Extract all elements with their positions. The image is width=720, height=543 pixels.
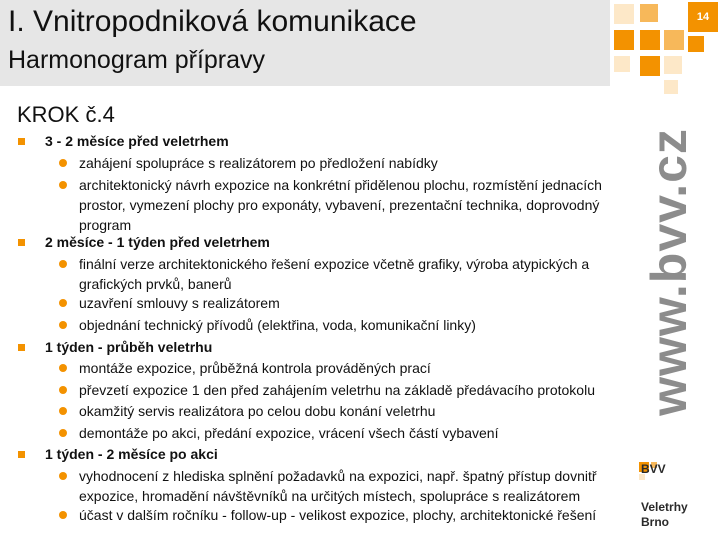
square-bullet-icon: [18, 451, 25, 458]
logo-line-brno: Brno: [641, 515, 669, 529]
list-item: finální verze architektonického řešení expozice včetně grafiky, výroba atypických a grafických prvků, banerů: [79, 254, 639, 294]
header-band: [0, 0, 610, 86]
decor-square: [640, 30, 660, 50]
decor-square: [614, 56, 630, 72]
dot-bullet-icon: [59, 364, 67, 372]
list-item: objednání technický přívodů (elektřina, voda, komunikační linky): [79, 315, 639, 335]
decor-square: [614, 4, 634, 24]
list-item: zahájení spolupráce s realizátorem po předložení nabídky: [79, 153, 639, 173]
list-item: demontáže po akci, předání expozice, vrácení všech částí vybavení: [79, 423, 639, 443]
dot-bullet-icon: [59, 386, 67, 394]
dot-bullet-icon: [59, 159, 67, 167]
section-heading: 1 týden - průběh veletrhu: [45, 337, 212, 357]
square-bullet-icon: [18, 138, 25, 145]
decor-square: [664, 56, 682, 74]
decor-square: [688, 36, 704, 52]
list-item: vyhodnocení z hlediska splnění požadavků na expozici, např. špatný přístup dovnitř expozice, hromadění návštěvníků na určitých místech, spolupráce s realizátorem: [79, 466, 639, 506]
decor-square: [614, 30, 634, 50]
website-watermark: www.bvv.cz: [641, 128, 697, 416]
decor-square: [640, 56, 660, 76]
logo-line-bvv: BVV: [641, 462, 666, 476]
bvv-logo: [637, 458, 717, 538]
section-heading: 2 měsíce - 1 týden před veletrhem: [45, 232, 270, 252]
dot-bullet-icon: [59, 511, 67, 519]
section-heading: 3 - 2 měsíce před veletrhem: [45, 131, 229, 151]
dot-bullet-icon: [59, 472, 67, 480]
dot-bullet-icon: [59, 181, 67, 189]
step-title: KROK č.4: [17, 102, 115, 127]
list-item: účast v dalším ročníku - follow-up - velikost expozice, plochy, architektonické řešení: [79, 505, 639, 525]
decor-square: [664, 30, 684, 50]
list-item: architektonický návrh expozice na konkrétní přidělenou plochu, rozmístění jednacích prostor, vymezení plochy pro exponáty, vybavení, prezentační technika, doprovodný program: [79, 175, 639, 235]
page-subtitle: Harmonogram přípravy: [8, 46, 266, 74]
dot-bullet-icon: [59, 429, 67, 437]
page-title: I. Vnitropodniková komunikace: [8, 5, 417, 38]
dot-bullet-icon: [59, 321, 67, 329]
section-heading: 1 týden - 2 měsíce po akci: [45, 444, 218, 464]
list-item: převzetí expozice 1 den před zahájením veletrhu na základě předávacího protokolu: [79, 380, 639, 400]
list-item: okamžitý servis realizátora po celou dobu konání veletrhu: [79, 401, 639, 421]
dot-bullet-icon: [59, 299, 67, 307]
dot-bullet-icon: [59, 260, 67, 268]
list-item: uzavření smlouvy s realizátorem: [79, 293, 639, 313]
dot-bullet-icon: [59, 407, 67, 415]
decor-square: [640, 4, 658, 22]
logo-line-veletrhy: Veletrhy: [641, 500, 688, 514]
decor-square: [664, 80, 678, 94]
list-item: montáže expozice, průběžná kontrola prováděných prací: [79, 358, 639, 378]
page-number: 14: [688, 2, 718, 32]
square-bullet-icon: [18, 239, 25, 246]
square-bullet-icon: [18, 344, 25, 351]
